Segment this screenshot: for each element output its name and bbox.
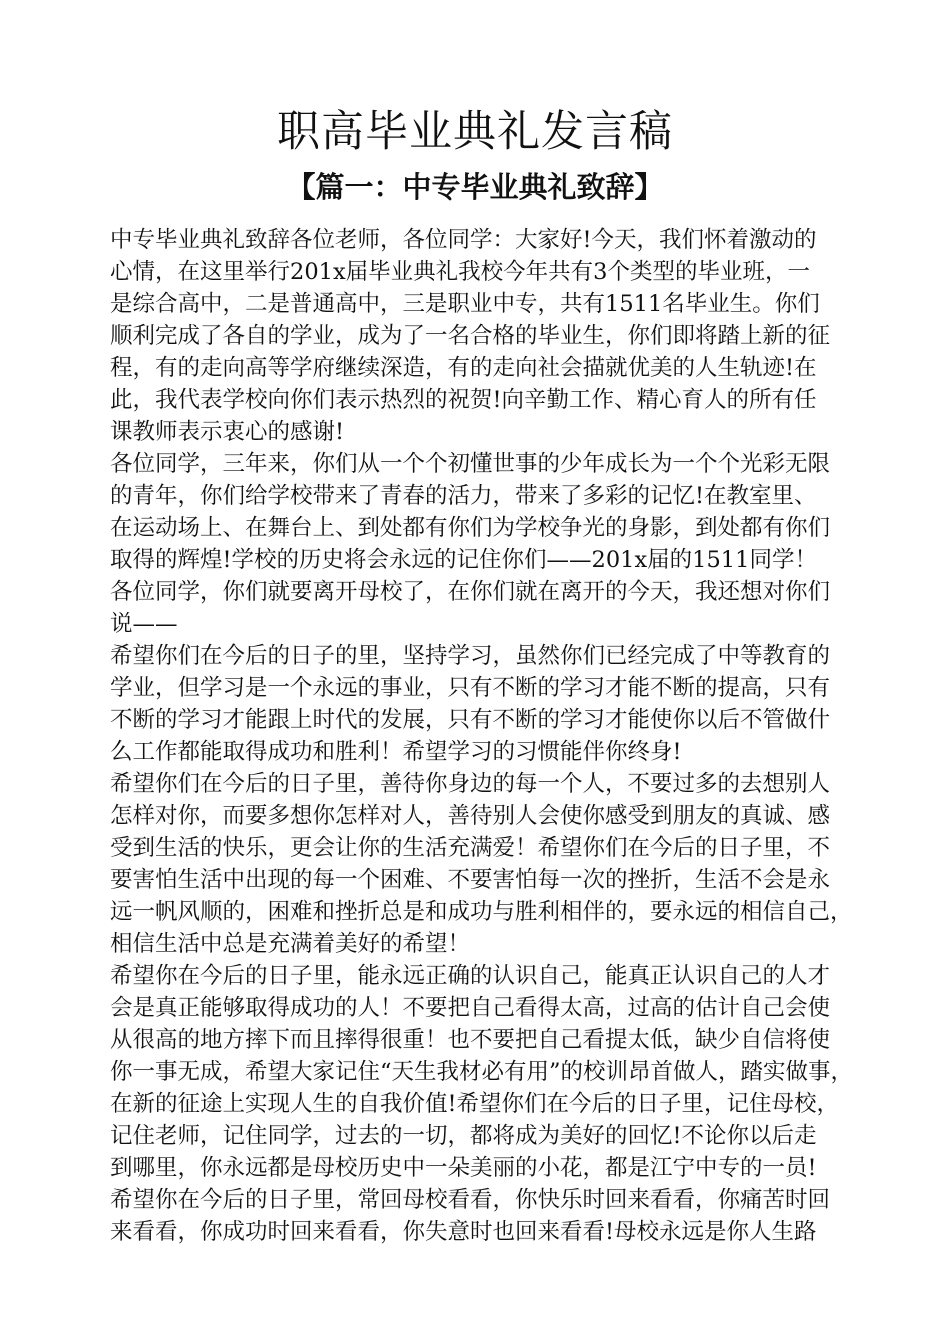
text-line: 怎样对你，而要多想你怎样对人，善待别人会使你感受到朋友的真诚、感 xyxy=(110,803,831,829)
text-line: 受到生活的快乐，更会让你的生活充满爱！希望你们在今后的日子里，不 xyxy=(110,835,831,861)
text-line: 此，我代表学校向你们表示热烈的祝贺!向辛勤工作、精心育人的所有任 xyxy=(110,387,817,413)
section-heading: 【篇一：中专毕业典礼致辞】 xyxy=(286,170,664,204)
text-line: 要害怕生活中出现的每一个困难、不要害怕每一次的挫折，生活不会是永 xyxy=(110,867,831,893)
text-line: 中专毕业典礼致辞各位老师，各位同学：大家好!今天，我们怀着激动的 xyxy=(110,227,817,253)
text-line: 的青年，你们给学校带来了青春的活力，带来了多彩的记忆!在教室里、 xyxy=(110,483,817,509)
text-line: 希望你在今后的日子里，常回母校看看，你快乐时回来看看，你痛苦时回 xyxy=(110,1187,831,1213)
text-line: 课教师表示衷心的感谢! xyxy=(110,419,345,445)
text-line: 不断的学习才能跟上时代的发展，只有不断的学习才能使你以后不管做什 xyxy=(110,707,831,733)
text-line: 来看看，你成功时回来看看，你失意时也回来看看!母校永远是你人生路 xyxy=(110,1219,817,1245)
text-line: 到哪里，你永远都是母校历史中一朵美丽的小花，都是江宁中专的一员! xyxy=(110,1155,817,1181)
text-line: 顺利完成了各自的学业，成为了一名合格的毕业生，你们即将踏上新的征 xyxy=(110,323,831,349)
text-line: 你一事无成，希望大家记住“天生我材必有用”的校训昂首做人，踏实做事， xyxy=(110,1059,854,1085)
text-line: 程，有的走向高等学府继续深造，有的走向社会描就优美的人生轨迹!在 xyxy=(110,355,817,381)
text-line: 各位同学，你们就要离开母校了，在你们就在离开的今天，我还想对你们 xyxy=(110,579,831,605)
text-line: 是综合高中，二是普通高中，三是职业中专，共有1511名毕业生。你们 xyxy=(110,291,820,317)
document-title: 职高毕业典礼发言稿 xyxy=(277,107,673,157)
text-line: 希望你们在今后的日子里，善待你身边的每一个人，不要过多的去想别人 xyxy=(110,771,831,797)
text-line: 心情，在这里举行201x届毕业典礼我校今年共有3个类型的毕业班，一 xyxy=(110,259,810,285)
text-line: 在新的征途上实现人生的自我价值!希望你们在今后的日子里，记住母校， xyxy=(110,1091,840,1117)
text-line: 记住老师，记住同学，过去的一切，都将成为美好的回忆!不论你以后走 xyxy=(110,1123,817,1149)
text-line: 会是真正能够取得成功的人！不要把自己看得太高，过高的估计自己会使 xyxy=(110,995,831,1021)
body-text xyxy=(110,224,870,1248)
text-line: 取得的辉煌!学校的历史将会永远的记住你们——201x届的1511同学！ xyxy=(110,547,817,573)
text-line: 从很高的地方摔下而且摔得很重！也不要把自己看提太低，缺少自信将使 xyxy=(110,1027,831,1053)
text-line: 学业，但学习是一个永远的事业，只有不断的学习才能不断的提高，只有 xyxy=(110,675,831,701)
text-line: 希望你们在今后的日子的里，坚持学习，虽然你们已经完成了中等教育的 xyxy=(110,643,831,669)
text-line: 么工作都能取得成功和胜利！希望学习的习惯能伴你终身! xyxy=(110,739,682,765)
text-line: 说—— xyxy=(110,611,178,637)
text-line: 各位同学，三年来，你们从一个个初懂世事的少年成长为一个个光彩无限 xyxy=(110,451,831,477)
text-line: 希望你在今后的日子里，能永远正确的认识自己，能真正认识自己的人才 xyxy=(110,963,831,989)
text-line: 相信生活中总是充满着美好的希望！ xyxy=(110,931,471,957)
text-line: 远一帆风顺的，困难和挫折总是和成功与胜利相伴的，要永远的相信自己， xyxy=(110,899,853,925)
text-line: 在运动场上、在舞台上、到处都有你们为学校争光的身影，到处都有你们 xyxy=(110,515,831,541)
